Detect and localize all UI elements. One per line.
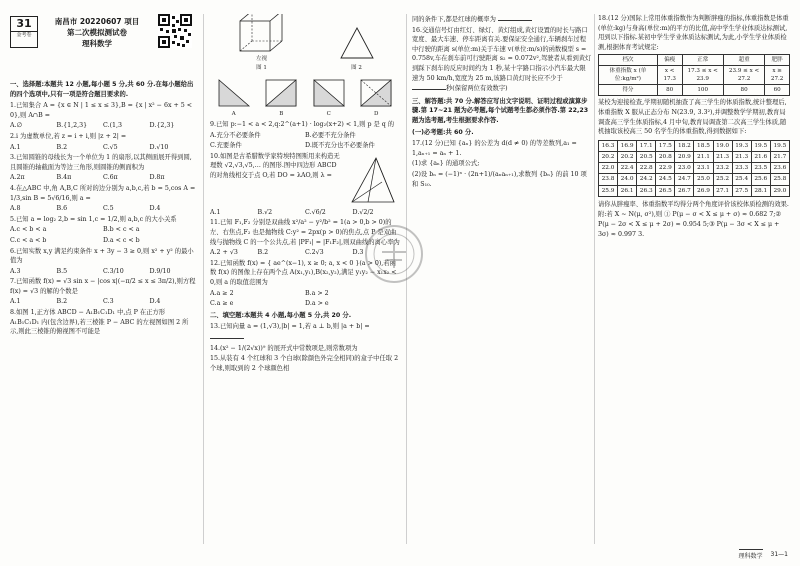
option: A.1 bbox=[210, 208, 221, 216]
table-cell: 20.5 bbox=[637, 151, 656, 162]
option: A.2π bbox=[10, 174, 25, 182]
option: B.4π bbox=[56, 174, 72, 182]
exam-header bbox=[10, 14, 196, 78]
table-cell: 19.3 bbox=[732, 140, 751, 151]
table-cell: 20.2 bbox=[618, 151, 637, 162]
watermark-stamp-icon bbox=[362, 222, 426, 286]
table-cell: 23.5 bbox=[751, 163, 770, 174]
table-cell: 16.9 bbox=[618, 140, 637, 151]
column-4 bbox=[598, 14, 790, 544]
table-cell: 24.2 bbox=[637, 174, 656, 185]
option: B.5 bbox=[56, 267, 68, 275]
exam-title-line1: 南昌市 20220607 项目 bbox=[54, 17, 140, 26]
figure-option-b bbox=[262, 76, 300, 120]
option: D.8π bbox=[149, 174, 165, 182]
question-3-options bbox=[10, 173, 196, 183]
question-4-options bbox=[10, 204, 196, 214]
view-option-d-icon bbox=[357, 76, 395, 110]
question-18-reference: 附:若 X ~ N(μ, σ²),则 ① P(μ − σ < X ≤ μ + σ) ≈ 0.682 7;② P(μ − 2σ < X ≤ μ + 2σ) ≈ 0.954 5;③ P(μ − 3σ < X ≤ μ + 3σ) ≈ 0.997 3. bbox=[598, 211, 782, 238]
question-9-options bbox=[210, 131, 400, 141]
column-3 bbox=[412, 14, 592, 544]
table-cell: 19.0 bbox=[713, 140, 732, 151]
page-footer bbox=[739, 549, 788, 560]
question-15-cont-text: 同的条件下,都是红球的概率为 bbox=[412, 16, 496, 23]
table-row bbox=[599, 163, 790, 174]
question-1-options bbox=[10, 121, 196, 131]
answer-blank[interactable] bbox=[210, 332, 244, 339]
option: D.3 bbox=[352, 249, 364, 257]
option: D.√2/2 bbox=[352, 208, 374, 216]
option: B.2 bbox=[56, 143, 68, 151]
option: A.3 bbox=[10, 267, 21, 275]
table-cell: 80 bbox=[657, 85, 682, 96]
paper-badge bbox=[10, 16, 38, 48]
view-option-c-icon bbox=[310, 76, 348, 110]
question-17-part-2: (2)设 bₙ = (−1)ⁿ · (2n+1)/(aₙaₙ₊₁),求数列 {bₙ} 的前 10 项和 S₁₀. bbox=[412, 170, 587, 188]
question-4: 4.在△ABC 中,角 A,B,C 所对的边分别为 a,b,c,若 b = 5,cos A = 1/3,sin B = 5√6/16,则 a = bbox=[10, 184, 196, 202]
option: C.6π bbox=[103, 174, 118, 182]
option: A.1 bbox=[10, 143, 21, 151]
table-cell: 28.1 bbox=[751, 185, 770, 196]
question-18: 18.(12 分)国际上常用体重指数作为判断胖瘦的指标,体重指数是体重(单位:kg)与身高(单位:m)的平方的比值,高中学生学业体质达标测试,用到以下指标.某初中学生学业体质达标测试,为此,小学生学业体质检测,根据体育考试规定: bbox=[598, 15, 789, 51]
table-header-row bbox=[599, 55, 790, 66]
option: D.4 bbox=[149, 205, 161, 213]
question-13-text: 13.已知向量 a = (1,√3),|b| = 1,若 a ⊥ b,则 |a + b| = bbox=[210, 323, 370, 331]
question-16-unit: 秒(保留两位有效数字) bbox=[446, 85, 508, 93]
table-cell: 26.5 bbox=[656, 185, 675, 196]
table-row bbox=[599, 66, 790, 85]
option: B.a > 2 bbox=[305, 289, 329, 297]
option: D.a > e bbox=[305, 300, 329, 308]
figure-row-1 bbox=[210, 14, 400, 74]
figure-2 bbox=[337, 24, 377, 74]
question-9-options bbox=[210, 141, 400, 151]
question-6: 6.已知实数 x,y 满足约束条件 x + 3y − 3 ≥ 0,则 x² + y² 的最小值为 bbox=[10, 247, 194, 265]
option-label: D bbox=[374, 111, 379, 118]
table-cell: 23.8 bbox=[599, 174, 618, 185]
table-cell: 100 bbox=[682, 85, 723, 96]
figure-1-caption: 图 1 bbox=[256, 65, 267, 72]
section-1-heading: 一、选择题:本题共 12 小题,每小题 5 分,共 60 分.在每小题给出的四个选项中,只有一项是符合题目要求的. bbox=[10, 81, 194, 98]
table-cell: 17.1 bbox=[637, 140, 656, 151]
question-9: 9.已知 p:−1 < a < 2,q:2^(a+1) · log₂(x+2) < 1,则 p 是 q 的 bbox=[210, 121, 395, 128]
table-cell: 肥胖 bbox=[765, 55, 790, 66]
table-cell: 19.5 bbox=[751, 140, 770, 151]
table-cell: 超重 bbox=[723, 55, 764, 66]
question-12: 12.已知函数 f(x) = { ae^(x−1), x ≥ 0; a, x < 0 }(a > 0),若函数 f(x) 的图像上存在两个点 A(x₁,y₁),B(x₂,y₂),满足 y₁y₂ − x₁x₂ < 0,则 a 的取值范围为 bbox=[210, 259, 397, 286]
bmi-data-body bbox=[599, 140, 790, 196]
option-label: C bbox=[326, 111, 331, 118]
table-cell: 27.1 bbox=[713, 185, 732, 196]
table-cell: 20.2 bbox=[599, 151, 618, 162]
table-cell: 22.9 bbox=[656, 163, 675, 174]
figure-option-a bbox=[215, 76, 253, 120]
table-cell: 26.3 bbox=[637, 185, 656, 196]
option: D.√10 bbox=[149, 143, 169, 151]
table-cell: 23.1 bbox=[694, 163, 713, 174]
table-cell: 21.1 bbox=[694, 151, 713, 162]
question-5-options bbox=[10, 225, 196, 235]
question-7: 7.已知函数 f(x) = √3 sin x − |cos x|(−π/2 ≤ x ≤ 3π/2),则方程 f(x) = √3 的解的个数是 bbox=[10, 278, 196, 295]
theodorus-diagram-icon bbox=[346, 152, 400, 208]
option: C.c < a < b bbox=[10, 236, 47, 244]
option: A.1 bbox=[10, 298, 21, 306]
table-cell: x ≥ 27.2 bbox=[765, 66, 790, 85]
footer-subject: 理科数学 bbox=[739, 549, 763, 560]
table-cell: 22.0 bbox=[599, 163, 618, 174]
section-2-heading: 二、填空题:本题共 4 小题,每小题 5 分,共 20 分. bbox=[210, 311, 352, 319]
table-cell: 25.2 bbox=[713, 174, 732, 185]
required-questions-heading: (一)必考题:共 60 分. bbox=[412, 128, 474, 136]
option-label: B bbox=[279, 111, 284, 118]
question-3: 3.已知圆锥的母线长为一个单位为 1 的扇形,以其侧面展开得到圆,且圆锥的轴截面为等边三角形,则圆锥的侧面积为 bbox=[10, 154, 192, 171]
table-cell: 20.8 bbox=[656, 151, 675, 162]
table-cell: 体重指数 x (单位:kg/m²) bbox=[599, 66, 658, 85]
question-10-block bbox=[210, 152, 400, 208]
table-cell: 25.4 bbox=[732, 174, 751, 185]
question-7-options bbox=[10, 297, 196, 307]
question-16-block bbox=[412, 26, 592, 95]
question-1: 1.已知集合 A = {x ∈ N | 1 ≤ x ≤ 3},B = {x | x² − 6x + 5 < 0},则 A∩B = bbox=[10, 102, 193, 119]
option: A.a ≥ 2 bbox=[210, 289, 234, 297]
qr-code-icon bbox=[158, 14, 192, 48]
table-cell: 得分 bbox=[599, 85, 658, 96]
table-cell: 22.4 bbox=[618, 163, 637, 174]
table-cell: 16.3 bbox=[599, 140, 618, 151]
table-cell: 25.9 bbox=[599, 185, 618, 196]
question-10-options bbox=[210, 208, 400, 218]
option-label: A bbox=[231, 111, 236, 118]
table-cell: 23.3 bbox=[732, 163, 751, 174]
option: B.√2 bbox=[257, 208, 273, 216]
question-12-options bbox=[210, 289, 400, 299]
table-cell: 27.5 bbox=[732, 185, 751, 196]
figure-2-caption: 图 2 bbox=[351, 65, 362, 72]
option: B.必要不充分条件 bbox=[305, 131, 356, 139]
table-cell: 17.3 ≤ x < 23.9 bbox=[682, 66, 723, 85]
column-1 bbox=[10, 14, 196, 544]
question-15: 15.从装有 4 个红球和 3 个白球(除颜色外完全相同)的盒子中任取 2 个球,则取到的 2 个球颜色相 bbox=[210, 355, 399, 372]
table-cell: 18.2 bbox=[675, 140, 694, 151]
table-cell: 25.6 bbox=[751, 174, 770, 185]
option: B.2 bbox=[56, 298, 68, 306]
table-cell: 档次 bbox=[599, 55, 658, 66]
option: D.a < c < b bbox=[103, 236, 140, 244]
option: B.6 bbox=[56, 205, 68, 213]
table-row bbox=[599, 174, 790, 185]
table-cell: 23.6 bbox=[770, 163, 789, 174]
question-6-options bbox=[10, 267, 196, 277]
table-cell: 26.1 bbox=[618, 185, 637, 196]
cube-diagram-icon bbox=[234, 14, 290, 55]
table-cell: 21.7 bbox=[770, 151, 789, 162]
figure-1-side-label: 左视 bbox=[255, 55, 267, 62]
option: B.2 bbox=[257, 249, 269, 257]
question-14: 14.(x² − 1/(2√x))⁹ 的展开式中常数项是,则常数项为 bbox=[210, 344, 358, 352]
section-3-heading: 三、解答题:共 70 分.解答应写出文字说明、证明过程或演算步骤.第 17~21 题为必考题,每个试题考生都必须作答.第 22,23 题为选考题,考生根据要求作答. bbox=[412, 97, 589, 124]
option: C.2√3 bbox=[305, 249, 324, 257]
table-cell: 25.8 bbox=[770, 174, 789, 185]
table-cell: 23.0 bbox=[675, 163, 694, 174]
table-row bbox=[599, 140, 790, 151]
figure-option-c bbox=[310, 76, 348, 120]
option: C.(1,3 bbox=[103, 122, 123, 130]
option: C.充要条件 bbox=[210, 142, 242, 150]
figure-option-d bbox=[357, 76, 395, 120]
table-cell: 23.2 bbox=[713, 163, 732, 174]
column-divider bbox=[594, 14, 595, 544]
question-18-body: 某校为迎接检查,学期初随机抽查了高三学生的体质指数,统计整理后,体重指数 X 服从正态分布 N(23.9, 3.3²),并调整数学学期初,教育局调查高三学生体质指标,4 月中旬,教育局调查第二次高三学生体质,随机抽取该校高三 50 名学生的体重指数,得到数据如下: bbox=[598, 99, 787, 136]
view-option-b-icon bbox=[262, 76, 300, 110]
table-cell: 17.5 bbox=[656, 140, 675, 151]
option: D.既不充分也不必要条件 bbox=[305, 142, 375, 150]
option: B.{1,2,3} bbox=[56, 122, 88, 130]
question-13 bbox=[210, 322, 400, 342]
answer-blank[interactable] bbox=[412, 83, 446, 90]
bmi-data-table bbox=[598, 140, 790, 197]
option: D.{2,3} bbox=[149, 122, 175, 130]
table-cell: 19.5 bbox=[770, 140, 789, 151]
table-row bbox=[599, 185, 790, 196]
option: C.√6/2 bbox=[305, 208, 326, 216]
triangle-diagram-icon bbox=[337, 24, 377, 64]
table-cell: x < 17.3 bbox=[657, 66, 682, 85]
question-5: 5.已知 a = log₂ 2,b = sin 1,c = 1/2,则 a,b,c 的大小关系 bbox=[10, 215, 177, 223]
option: C.5 bbox=[103, 205, 114, 213]
table-cell: 21.6 bbox=[751, 151, 770, 162]
answer-blank[interactable] bbox=[498, 14, 532, 21]
table-cell: 24.7 bbox=[675, 174, 694, 185]
question-2-options bbox=[10, 143, 196, 153]
option: A.充分不必要条件 bbox=[210, 131, 261, 139]
footer-page-number: 31—1 bbox=[770, 551, 788, 558]
option: C.a ≥ e bbox=[210, 300, 234, 308]
option: C.3/10 bbox=[103, 267, 124, 275]
option: B.b < c < a bbox=[103, 226, 140, 234]
option: D.4 bbox=[149, 298, 161, 306]
option: A.8 bbox=[10, 205, 21, 213]
table-cell: 29.0 bbox=[770, 185, 789, 196]
question-12-options bbox=[210, 299, 400, 309]
table-cell: 26.9 bbox=[694, 185, 713, 196]
question-15-continued bbox=[412, 14, 592, 25]
table-cell: 26.7 bbox=[675, 185, 694, 196]
table-cell: 22.8 bbox=[637, 163, 656, 174]
exam-title-line3: 理科数学 bbox=[82, 39, 112, 48]
table-cell: 60 bbox=[765, 85, 790, 96]
question-11: 11.已知 F₁,F₂ 分别是双曲线 x²/a² − y²/b² = 1(a > 0,b > 0)的左、右焦点,F₂ 也是抛物线 C:y² = 2px(p > 0)的焦点,点 P 是双曲线与抛物线 C 的一个公共点,若 |PF₁| = |F₁F₂|,则双曲线的离心率为 bbox=[210, 219, 400, 246]
option: C.√5 bbox=[103, 143, 118, 151]
table-cell: 正常 bbox=[682, 55, 723, 66]
figure-1 bbox=[234, 14, 290, 74]
option: D.9/10 bbox=[149, 267, 171, 275]
table-row bbox=[599, 85, 790, 96]
exam-title-line2: 第二次模拟测试卷 bbox=[67, 28, 127, 37]
table-cell: 25.0 bbox=[694, 174, 713, 185]
question-17-part-1: (1)求 {aₙ} 的通项公式; bbox=[412, 160, 480, 168]
table-cell: 80 bbox=[723, 85, 764, 96]
table-cell: 21.3 bbox=[713, 151, 732, 162]
table-cell: 24.5 bbox=[656, 174, 675, 185]
bmi-score-table bbox=[598, 54, 790, 96]
table-cell: 23.9 ≤ x < 27.2 bbox=[723, 66, 764, 85]
question-17: 17.(12 分)已知 {aₙ} 的公差为 d(d ≠ 0) 的等差数列,a₁ = 1,aₙ₊₁ = aₙ + 1. bbox=[412, 140, 577, 157]
table-cell: 20.9 bbox=[675, 151, 694, 162]
paper-number: 31 bbox=[16, 17, 32, 30]
column-divider bbox=[203, 14, 204, 544]
table-cell: 18.5 bbox=[694, 140, 713, 151]
figure-row-options bbox=[210, 74, 400, 120]
option: A.2 + √3 bbox=[210, 249, 238, 257]
question-2: 2.i 为虚数单位,若 z = i + i,则 |z + 2| = bbox=[10, 132, 127, 140]
question-16-text: 16.交通信号灯由红灯、绿灯、黄灯组成,黄灯设置的时长与路口宽度、最大车速、停车距离有关.要保证安全通行,车辆刹车过程中行驶的距离 s(单位:m)关于车速 v(单位:m/s)的函数模型 s = 0.758v,车在刹车前可行驶距离 s₂ = 0.072v²,驾驶者从看到黄灯到踩下刹车的反应时间约为 1 秒,某十字路口指示小汽车最大限速为 50 km/h,宽度为 25 m,该路口黄灯时长应不少于 bbox=[412, 26, 592, 82]
question-5-options bbox=[10, 236, 196, 246]
view-option-a-icon bbox=[215, 76, 253, 110]
paper-badge-label: 金考卷 bbox=[11, 31, 37, 39]
table-cell: 偏瘦 bbox=[657, 55, 682, 66]
exam-title bbox=[42, 16, 152, 49]
table-cell: 21.3 bbox=[732, 151, 751, 162]
option: C.3 bbox=[103, 298, 114, 306]
question-8: 8.如图 1,正方体 ABCD − A₁B₁C₁D₁ 中,点 P 在正方形 A₁B₁C₁D₁ 内(包含边界),若三棱锥 P − ABC 的左视图如图 2 所示,则此三棱锥的俯视图不可能是 bbox=[10, 309, 189, 336]
question-18-tail: 请你从胖瘦率、体重指数平均得分两个角度评价该校体质检测的效果. bbox=[598, 200, 789, 208]
table-cell: 24.0 bbox=[618, 174, 637, 185]
question-16 bbox=[412, 26, 592, 94]
option: A.∅ bbox=[10, 122, 23, 130]
table-row bbox=[599, 151, 790, 162]
question-10: 10.如图是古希腊数学家特埃特图斯用来构造无理数 √2,√3,√5,… 的图形.图中四边形 ABCD 的对角线相交于点 O,若 DO = λAO,则 λ = bbox=[210, 152, 340, 179]
option: A.c < b < a bbox=[10, 226, 47, 234]
